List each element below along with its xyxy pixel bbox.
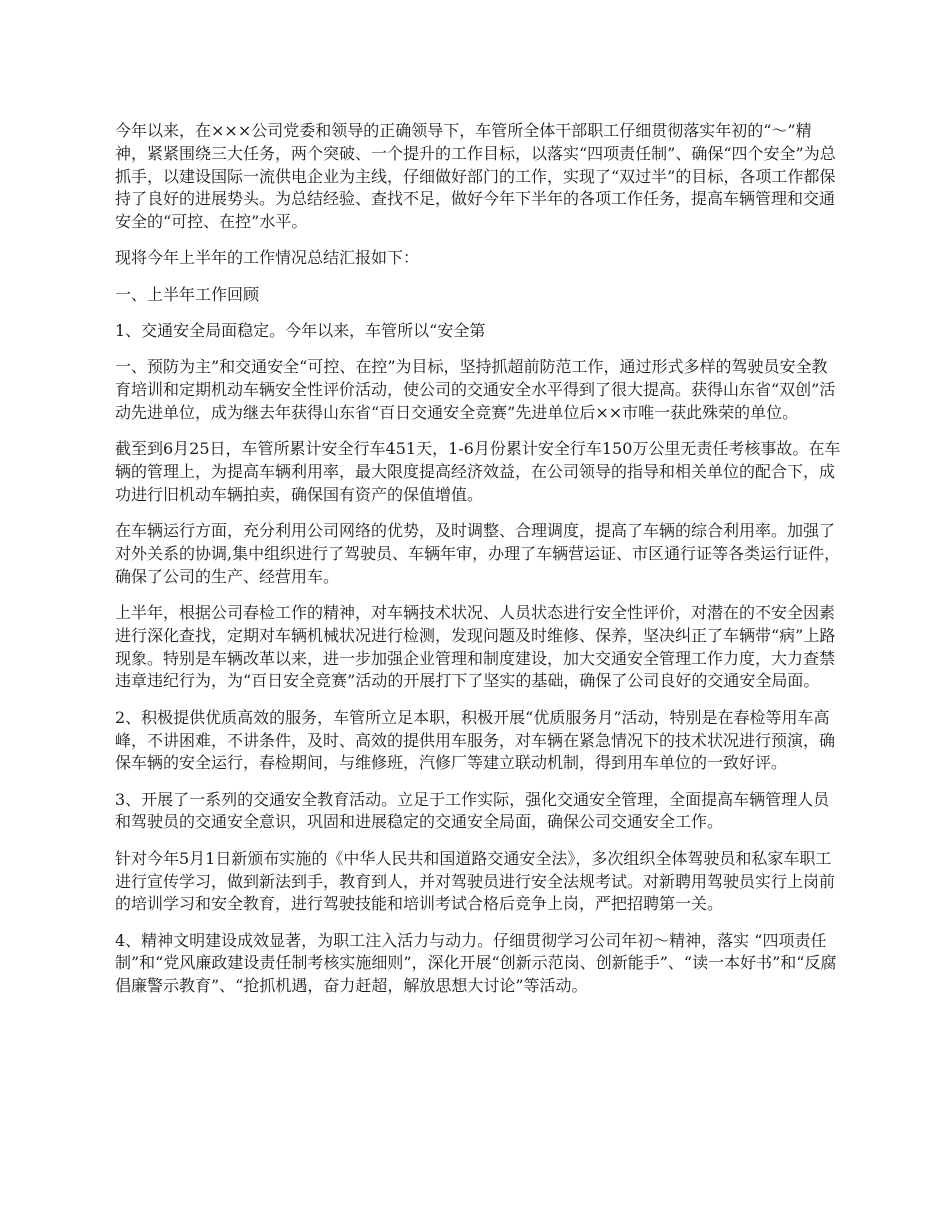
paragraph-traffic-law: 针对今年5月1日新颁布实施的《中华人民共和国道路交通安全法》，多次组织全体驾驶员和私家车职工进行宣传学习，做到新法到手，教育到人，并对驾驶员进行安全法规考试。对新聘用驾驶员实行上岗前的培训学习和安全教育，进行驾驶技能和培训考试合格后竞争上岗，严把招聘第一关。 bbox=[115, 848, 836, 914]
section-heading-review: 一、上半年工作回顾 bbox=[115, 284, 260, 304]
paragraph-item-4-civilization: 4、精神文明建设成效显著，为职工注入活力与动力。仔细贯彻学习公司年初～精神，落实 “四项责任制”和“党风廉政建设责任制考核实施细则”，深化开展“创新示范岗、创新能手”、“读一本好书”和“反腐倡廉警示教育”、“抢抓机遇，奋力赶超，解放思想大讨论”等活动。 bbox=[115, 930, 837, 996]
paragraph-report-lead: 现将今年上半年的工作情况总结汇报如下： bbox=[115, 248, 420, 268]
paragraph-spring-inspection: 上半年，根据公司春检工作的精神，对车辆技术状况、人员状态进行安全性评价，对潜在的不安全因素进行深化查找，定期对车辆机械状况进行检测，发现问题及时维修、保养，坚决纠正了车辆带“病”上路现象。特别是车辆改革以来，进一步加强企业管理和制度建设，加大交通安全管理工作力度，大力查禁违章违纪行为，为“百日安全竞赛”活动的开展打下了坚实的基础，确保了公司良好的交通安全局面。 bbox=[115, 603, 836, 691]
paragraph-intro: 今年以来，在×××公司党委和领导的正确领导下，车管所全体干部职工仔细贯彻落实年初的“～”精神，紧紧围绕三大任务，两个突破、一个提升的工作目标，以落实“四项责任制”、确保“四个安全”为总抓手，以建设国际一流供电企业为主线，仔细做好部门的工作，实现了“双过半”的目标，各项工作都保持了良好的进展势头。为总结经验、查找不足，做好今年下半年的各项工作任务，提高车辆管理和交通安全的“可控、在控”水平。 bbox=[115, 121, 836, 232]
paragraph-vehicle-operation: 在车辆运行方面，充分利用公司网络的优势，及时调整、合理调度，提高了车辆的综合利用率。加强了对外关系的协调,集中组织进行了驾驶员、车辆年审，办理了车辆营运证、市区通行证等各类运行证件，确保了公司的生产、经营用车。 bbox=[115, 521, 841, 586]
paragraph-item-3-education: 3、开展了一系列的交通安全教育活动。立足于工作实际，强化交通安全管理，全面提高车辆管理人员和驾驶员的交通安全意识，巩固和进展稳定的交通安全局面，确保公司交通安全工作。 bbox=[115, 789, 830, 832]
paragraph-prevention: 一、预防为主”和交通安全“可控、在控”为目标，坚持抓超前防范工作，通过形式多样的驾驶员安全教育培训和定期机动车辆安全性评价活动，使公司的交通安全水平得到了很大提高。获得山东省“双创”活动先进单位，成为继去年获得山东省“百日交通安全竞赛”先进单位后××市唯一获此殊荣的单位。 bbox=[115, 357, 836, 422]
paragraph-item-1-heading: 1、交通安全局面稳定。今年以来，车管所以“安全第 bbox=[115, 321, 486, 341]
document-body bbox=[115, 120, 843, 1012]
paragraph-item-2-service: 2、积极提供优质高效的服务，车管所立足本职，积极开展“优质服务月”活动，特别是在春检等用车高峰，不讲困难，不讲条件，及时、高效的提供用车服务，对车辆在紧急情况下的技术状况进行预演，确保车辆的安全运行，春检期间，与维修班，汽修厂等建立联动机制，得到用车单位的一致好评。 bbox=[115, 707, 836, 773]
paragraph-safe-driving-stats: 截至到6月25日，车管所累计安全行车451天，1-6月份累计安全行车150万公里无责任考核事故。在车辆的管理上，为提高车辆利用率，最大限度提高经济效益，在公司领导的指导和相关单位的配合下，成功进行旧机动车辆拍卖，确保国有资产的保值增值。 bbox=[115, 439, 841, 504]
